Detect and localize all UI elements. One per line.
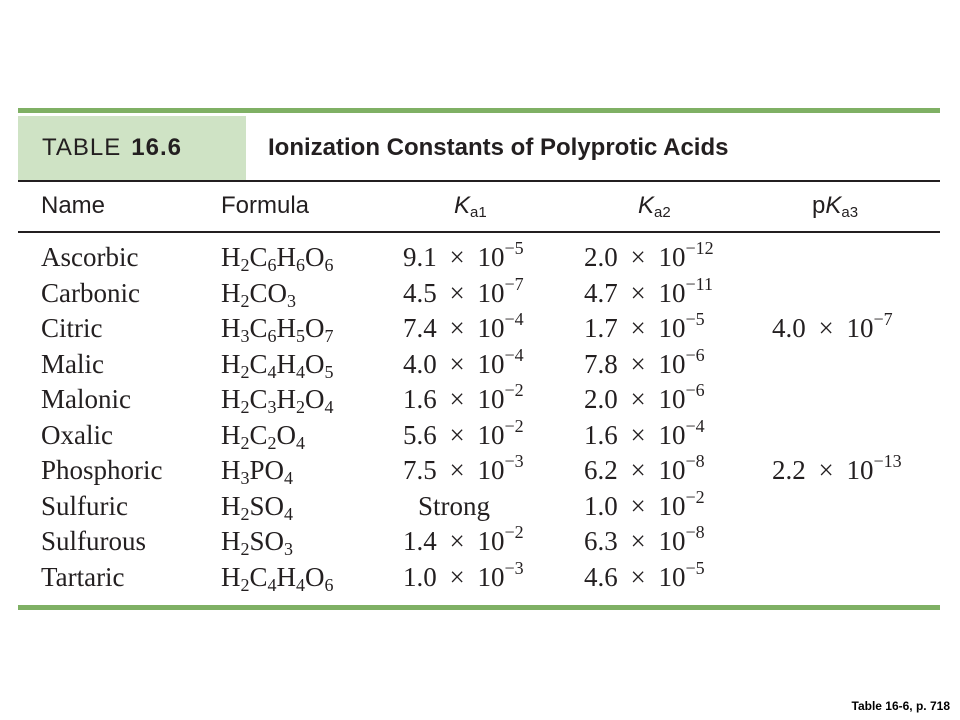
formula-element: PO <box>249 455 285 485</box>
formula-element: O <box>305 242 325 272</box>
power-base: 10 <box>658 526 686 556</box>
formula-subscript: 2 <box>240 539 250 559</box>
formula-element: C <box>249 419 268 450</box>
power-base: 10 <box>658 313 686 343</box>
times-sign: × <box>623 561 653 592</box>
ka1-exponent: −2 <box>504 415 524 436</box>
formula-element: C <box>249 313 268 343</box>
power-base: 10 <box>477 384 505 414</box>
formula-element: H <box>276 384 297 414</box>
acid-formula <box>221 276 296 311</box>
formula-subscript: 2 <box>267 432 277 453</box>
power-base: 10 <box>846 455 874 485</box>
formula-subscript: 3 <box>287 290 297 311</box>
times-sign: × <box>442 419 472 450</box>
ka1-mantissa: 4.0 <box>403 348 437 379</box>
acid-formula <box>221 347 334 382</box>
acid-formula <box>221 560 334 595</box>
ka1-mantissa: 1.0 <box>403 561 437 592</box>
times-sign: × <box>623 490 653 521</box>
table-body <box>18 240 940 595</box>
times-sign: × <box>442 277 472 308</box>
times-sign: × <box>442 526 472 556</box>
header-ka2: $K_{a2}$ <box>638 192 671 221</box>
ka1-exponent: −2 <box>504 522 524 542</box>
times-sign: × <box>442 313 472 343</box>
ka1-exponent: −3 <box>504 451 524 471</box>
times-sign: × <box>442 348 472 379</box>
formula-subscript: 2 <box>240 255 250 275</box>
ka1-mantissa: 1.4 <box>403 526 437 556</box>
formula-subscript: 4 <box>267 574 277 595</box>
power-base: 10 <box>477 277 505 308</box>
ka1-exponent: −4 <box>504 309 524 329</box>
table-caption: Table 16-6, p. 718 <box>851 699 950 713</box>
formula-element: H <box>221 348 241 379</box>
power-base: 10 <box>658 348 686 379</box>
ka2-exponent: −4 <box>685 415 705 436</box>
acid-formula <box>221 524 293 559</box>
formula-element: SO <box>249 526 285 556</box>
acid-name: Malonic <box>41 384 131 414</box>
acid-name: Phosphoric <box>41 455 163 485</box>
times-sign: × <box>811 313 841 343</box>
ka2-mantissa: 1.0 <box>584 490 618 521</box>
power-base: 10 <box>846 313 874 343</box>
times-sign: × <box>442 384 472 414</box>
formula-element: C <box>249 348 268 379</box>
table-bottom-rule <box>18 605 940 610</box>
formula-subscript: 4 <box>296 574 306 595</box>
ka1-exponent: −2 <box>504 380 524 400</box>
table-row <box>18 453 940 489</box>
formula-element: H <box>221 526 241 556</box>
formula-subscript: 6 <box>267 326 277 346</box>
power-base: 10 <box>477 348 505 379</box>
pka3-mantissa: 4.0 <box>772 313 806 343</box>
ka2-value <box>584 344 705 382</box>
acid-name: Sulfurous <box>41 526 147 556</box>
formula-element: H <box>276 561 297 592</box>
ka1-value <box>403 273 524 311</box>
formula-subscript: 3 <box>267 397 277 417</box>
header-formula: Formula <box>221 192 310 219</box>
ka1-value <box>403 415 524 453</box>
power-base: 10 <box>658 242 686 272</box>
formula-subscript: 3 <box>240 468 250 488</box>
formula-element: O <box>305 313 325 343</box>
formula-subscript: 4 <box>324 397 334 417</box>
ka2-value <box>584 311 705 346</box>
ka1-exponent: −3 <box>504 557 524 578</box>
ka1-value: Strong <box>418 490 491 521</box>
formula-element: H <box>276 348 297 379</box>
formula-subscript: 6 <box>324 255 334 275</box>
formula-element: H <box>221 561 241 592</box>
ka2-mantissa: 6.3 <box>584 526 618 556</box>
formula-element: O <box>305 561 325 592</box>
table-title-bar <box>18 116 940 180</box>
ka2-exponent: −8 <box>685 451 705 471</box>
formula-subscript: 4 <box>267 361 277 382</box>
formula-subscript: 6 <box>296 255 306 275</box>
ka1-mantissa: 7.4 <box>403 313 437 343</box>
power-base: 10 <box>477 419 505 450</box>
table-label-word: TABLE <box>42 134 122 161</box>
times-sign: × <box>623 348 653 379</box>
acid-formula <box>221 311 334 346</box>
ka2-value <box>584 382 705 417</box>
ka2-value <box>584 240 714 275</box>
ka2-exponent: −6 <box>685 380 705 400</box>
ka1-exponent: −7 <box>504 273 524 294</box>
power-base: 10 <box>658 455 686 485</box>
formula-element: H <box>221 384 241 414</box>
formula-subscript: 6 <box>324 574 334 595</box>
acid-name: Sulfuric <box>41 490 128 521</box>
ka2-value <box>584 273 713 311</box>
table-row <box>18 311 940 347</box>
table-number-label <box>18 116 246 180</box>
formula-element: C <box>249 384 268 414</box>
acid-name: Carbonic <box>41 277 140 308</box>
formula-element: SO <box>249 490 285 521</box>
acid-formula <box>221 453 293 488</box>
ka1-value <box>403 311 524 346</box>
formula-element: C <box>249 242 268 272</box>
ka2-mantissa: 1.6 <box>584 419 618 450</box>
formula-subscript: 4 <box>296 432 306 453</box>
header-name: Name <box>41 192 106 219</box>
ka2-mantissa: 2.0 <box>584 242 618 272</box>
table-title: Ionization Constants of Polyprotic Acids <box>268 134 729 161</box>
formula-subscript: 4 <box>284 468 294 488</box>
times-sign: × <box>623 242 653 272</box>
times-sign: × <box>442 561 472 592</box>
pka3-mantissa: 2.2 <box>772 455 806 485</box>
formula-element: H <box>221 277 241 308</box>
times-sign: × <box>623 277 653 308</box>
times-sign: × <box>442 455 472 485</box>
pka3-value <box>772 453 902 488</box>
ka2-exponent: −5 <box>685 557 705 578</box>
times-sign: × <box>623 455 653 485</box>
power-base: 10 <box>477 526 505 556</box>
ka1-mantissa: 5.6 <box>403 419 437 450</box>
power-base: 10 <box>658 384 686 414</box>
ka1-value <box>403 382 524 417</box>
table-row <box>18 486 940 525</box>
formula-subscript: 2 <box>240 574 250 595</box>
formula-subscript: 5 <box>296 326 306 346</box>
power-base: 10 <box>477 242 505 272</box>
pka3-exponent: −13 <box>873 451 902 471</box>
formula-element: CO <box>249 277 288 308</box>
ka1-mantissa: 9.1 <box>403 242 437 272</box>
ka2-mantissa: 4.7 <box>584 277 618 308</box>
times-sign: × <box>623 313 653 343</box>
formula-element: H <box>221 313 241 343</box>
power-base: 10 <box>658 561 686 592</box>
formula-subscript: 2 <box>240 397 250 417</box>
acid-name: Malic <box>41 348 104 379</box>
ka1-mantissa: 4.5 <box>403 277 437 308</box>
formula-subscript: 2 <box>240 503 250 524</box>
ka2-exponent: −8 <box>685 522 705 542</box>
power-base: 10 <box>477 313 505 343</box>
column-header-row <box>18 182 940 231</box>
formula-subscript: 2 <box>240 361 250 382</box>
ka1-value <box>403 240 524 275</box>
times-sign: × <box>623 419 653 450</box>
ka2-exponent: −2 <box>685 486 705 507</box>
pka3-value <box>772 311 893 346</box>
ka2-value <box>584 415 705 453</box>
header-ka1: $K_{a1}$ <box>454 192 487 221</box>
ka2-mantissa: 1.7 <box>584 313 618 343</box>
pka3-exponent: −7 <box>873 309 893 329</box>
table-row <box>18 382 940 418</box>
table-row <box>18 273 940 312</box>
formula-subscript: 2 <box>296 397 306 417</box>
formula-element: H <box>221 419 241 450</box>
formula-element: H <box>221 242 241 272</box>
acid-name: Oxalic <box>41 419 113 450</box>
ka2-mantissa: 4.6 <box>584 561 618 592</box>
ka2-value <box>584 557 705 595</box>
ka1-mantissa: 7.5 <box>403 455 437 485</box>
formula-subscript: 5 <box>324 361 334 382</box>
ka2-mantissa: 6.2 <box>584 455 618 485</box>
formula-subscript: 4 <box>296 361 306 382</box>
acid-name: Citric <box>41 313 103 343</box>
formula-subscript: 2 <box>240 290 250 311</box>
formula-element: H <box>221 490 241 521</box>
ka1-value <box>403 453 524 488</box>
acid-name: Tartaric <box>41 561 125 592</box>
table-top-rule <box>18 108 940 113</box>
formula-subscript: 3 <box>240 326 250 346</box>
formula-subscript: 7 <box>324 326 334 346</box>
power-base: 10 <box>477 561 505 592</box>
acid-formula <box>221 418 305 453</box>
times-sign: × <box>623 526 653 556</box>
ka2-mantissa: 2.0 <box>584 384 618 414</box>
formula-element: H <box>221 455 241 485</box>
times-sign: × <box>811 455 841 485</box>
ka2-exponent: −5 <box>685 309 705 329</box>
power-base: 10 <box>477 455 505 485</box>
formula-element: C <box>249 561 268 592</box>
formula-subscript: 4 <box>284 503 294 524</box>
ka2-value <box>584 453 705 488</box>
formula-element: H <box>276 242 297 272</box>
table-row <box>18 240 940 276</box>
ka2-exponent: −11 <box>685 273 713 294</box>
ka1-mantissa: 1.6 <box>403 384 437 414</box>
power-base: 10 <box>658 490 686 521</box>
ka2-value <box>584 486 705 524</box>
acid-name: Ascorbic <box>41 242 139 272</box>
formula-element: O <box>276 419 297 450</box>
times-sign: × <box>442 242 472 272</box>
ka2-exponent: −12 <box>685 238 714 258</box>
formula-subscript: 3 <box>284 539 294 559</box>
times-sign: × <box>623 384 653 414</box>
ka1-value <box>403 557 524 595</box>
ka1-value <box>403 524 524 559</box>
formula-subscript: 6 <box>267 255 277 275</box>
ka2-mantissa: 7.8 <box>584 348 618 379</box>
table-row <box>18 344 940 383</box>
formula-subscript: 2 <box>240 432 250 453</box>
acid-formula <box>221 489 293 524</box>
acid-formula <box>221 240 334 275</box>
formula-element: O <box>305 384 325 414</box>
ka1-exponent: −4 <box>504 344 524 365</box>
table-row <box>18 415 940 454</box>
table-row <box>18 524 940 560</box>
ka1-value <box>403 344 524 382</box>
formula-element: O <box>305 348 325 379</box>
ka2-value <box>584 524 705 559</box>
power-base: 10 <box>658 419 686 450</box>
acid-formula <box>221 382 334 417</box>
header-pka3: $pK_{a3}$ <box>812 192 859 221</box>
formula-element: H <box>276 313 297 343</box>
header-divider <box>18 231 940 233</box>
power-base: 10 <box>658 277 686 308</box>
ka2-exponent: −6 <box>685 344 705 365</box>
table-label-number: 16.6 <box>131 134 182 161</box>
ka1-exponent: −5 <box>504 238 524 258</box>
table-row <box>18 557 940 596</box>
